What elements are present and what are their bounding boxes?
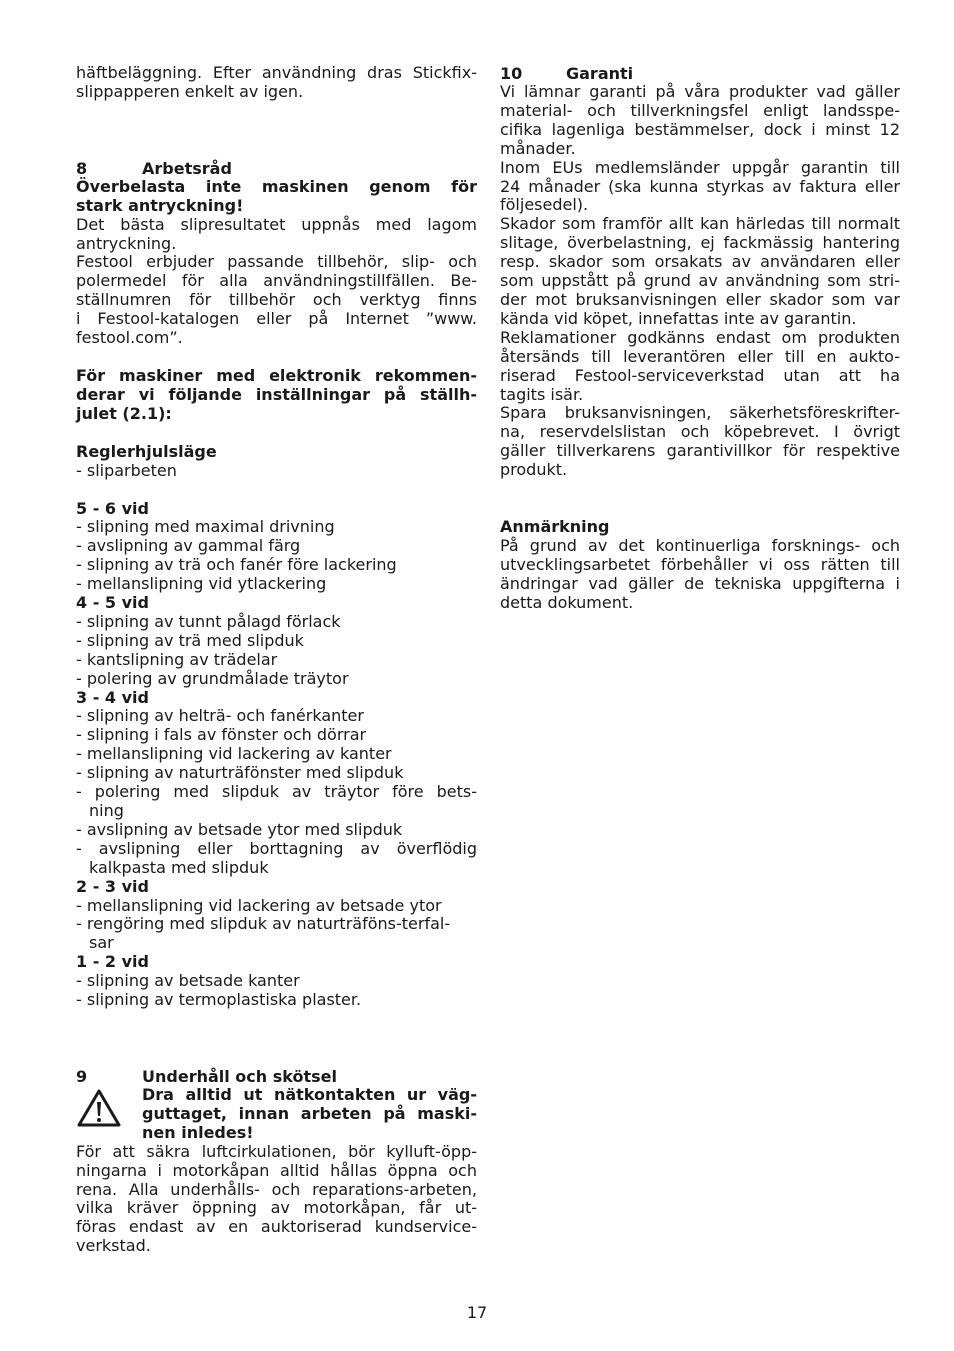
text-line: der mot bruksanvisningen eller skador som var bbox=[500, 289, 900, 309]
right-column bbox=[500, 64, 900, 613]
list-item: - slipning av helträ- och fanérkanter bbox=[76, 706, 364, 726]
warning-text: stark antryckning! bbox=[76, 195, 244, 215]
text-line: 24 månader (ska kunna styrkas av faktura eller bbox=[500, 176, 900, 196]
text-line: na, reservdelslistan och köpebrevet. I övrigt bbox=[500, 422, 900, 442]
section-title: Arbetsråd bbox=[142, 158, 232, 178]
text-line: Skador som framför allt kan härledas till normalt bbox=[500, 214, 900, 234]
text-line: För att säkra luftcirkulationen, bör kylluft-öpp- bbox=[76, 1141, 477, 1161]
list-item: - polering av grundmålade träytor bbox=[76, 668, 349, 688]
list-item: - kantslipning av trädelar bbox=[76, 649, 278, 669]
page-number: 17 bbox=[466, 1303, 488, 1322]
warning-text: Överbelasta inte maskinen genom för bbox=[76, 176, 477, 196]
text-line: följesedel). bbox=[500, 195, 589, 215]
section-number: 9 bbox=[76, 1066, 88, 1086]
text-line: Inom EUs medlemsländer uppgår garantin till bbox=[500, 157, 900, 177]
recommendation-text: För maskiner med elektronik rekommen- bbox=[76, 365, 477, 385]
section-9-heading bbox=[76, 1067, 477, 1086]
text-line: festool.com”. bbox=[76, 328, 183, 348]
text-line: föras endast av en auktoriserad kundservice- bbox=[76, 1217, 477, 1237]
text-line: i Festool-katalogen eller på Internet ”www. bbox=[76, 309, 477, 329]
text-line: tagits isär. bbox=[500, 384, 584, 404]
list-item: - mellanslipning vid lackering av kanter bbox=[76, 744, 392, 764]
list-item: - avslipning eller borttagning av överflödig kalkpasta med slipduk bbox=[76, 838, 477, 877]
setting-group bbox=[76, 689, 477, 878]
text-line: ändringar vad gäller de tekniska uppgifterna i bbox=[500, 573, 900, 593]
list-item: - slipning av termoplastiska plaster. bbox=[76, 990, 362, 1010]
text-line: Festool erbjuder passande tillbehör, slip- och bbox=[76, 252, 477, 272]
list-item: - slipning av betsade kanter bbox=[76, 971, 300, 991]
text-line: cifika lagenliga bestämmelser, dock i minst 12 bbox=[500, 119, 900, 139]
text-line: På grund av det kontinuerliga forsknings- och bbox=[500, 535, 900, 555]
intro-paragraph bbox=[76, 64, 477, 102]
section-number: 8 bbox=[76, 158, 88, 178]
list-item: - avslipning av gammal färg bbox=[76, 536, 301, 556]
list-item: - avslipning av betsade ytor med slipduk bbox=[76, 819, 403, 839]
table-heading: Reglerhjulsläge bbox=[76, 441, 217, 461]
section-title: Underhåll och skötsel bbox=[142, 1066, 337, 1086]
list-item: - rengöring med slipduk av naturträföns-terfal- sar bbox=[76, 914, 451, 953]
setting-group bbox=[76, 878, 477, 954]
text-line: material- och tillverkningsfel enligt landsspe- bbox=[500, 100, 900, 120]
recommendation-text: derar vi följande inställningar på ställh- bbox=[76, 384, 477, 404]
text-line: ställnumren för tillbehör och verktyg finns bbox=[76, 290, 477, 310]
text-line: som uppstått på grund av användning som stri- bbox=[500, 271, 900, 291]
text-line: kända vid köpet, innefattas inte av garantin. bbox=[500, 308, 857, 328]
text-line: resp. skador som orsakats av användaren eller bbox=[500, 252, 900, 272]
setting-label: 4 - 5 vid bbox=[76, 593, 149, 613]
warning-text: guttaget, innan arbeten på maski- bbox=[142, 1103, 477, 1123]
text-line: utvecklingsarbetet förbehåller vi oss rätten till bbox=[500, 554, 900, 574]
text-line: månader. bbox=[500, 138, 576, 158]
setting-label: 3 - 4 vid bbox=[76, 687, 149, 707]
list-item: - slipning med maximal drivning bbox=[76, 517, 335, 537]
list-item: - polering med slipduk av träytor före bets- ning bbox=[76, 782, 477, 820]
table-subheading: - sliparbeten bbox=[76, 460, 177, 480]
setting-group bbox=[76, 500, 477, 595]
left-column bbox=[76, 64, 477, 1256]
warning-text: nen inledes! bbox=[142, 1122, 254, 1142]
warning-text: Dra alltid ut nätkontakten ur väg- bbox=[142, 1084, 477, 1104]
text-line: häftbeläggning. Efter användning dras Stickfix- bbox=[76, 63, 477, 82]
text-line: Vi lämnar garanti på våra produkter vad gäller bbox=[500, 82, 900, 101]
note-heading: Anmärkning bbox=[500, 517, 610, 537]
recommendation-text: julet (2.1): bbox=[76, 403, 172, 423]
list-item: - slipning i fals av fönster och dörrar bbox=[76, 725, 367, 745]
text-line: Det bästa slipresultatet uppnås med lagom bbox=[76, 214, 477, 234]
list-item: - slipning av naturträfönster med slipduk bbox=[76, 763, 404, 783]
section-number: 10 bbox=[500, 64, 523, 83]
list-item: - slipning av trä med slipduk bbox=[76, 630, 304, 650]
list-item: - mellanslipning vid ytlackering bbox=[76, 574, 327, 594]
warning-triangle-icon bbox=[76, 1086, 142, 1132]
text-line: ningarna i motorkåpan alltid hållas öppna och bbox=[76, 1160, 477, 1180]
text-line: polermedel för alla användningstillfällen. Be- bbox=[76, 271, 477, 291]
text-line: verkstad. bbox=[76, 1236, 151, 1256]
text-line: gäller tillverkarens garantivillkor för respektive bbox=[500, 441, 900, 461]
text-line: riserad Festool-serviceverkstad utan att ha bbox=[500, 365, 900, 385]
section-8-heading bbox=[76, 159, 477, 178]
list-item: - slipning av trä och fanér före lackering bbox=[76, 555, 397, 575]
text-line: rena. Alla underhålls- och reparations-arbeten, bbox=[76, 1179, 477, 1199]
warning-block bbox=[76, 1086, 477, 1143]
setting-label: 1 - 2 vid bbox=[76, 952, 149, 972]
text-line: slippapperen enkelt av igen. bbox=[76, 81, 304, 101]
text-line: detta dokument. bbox=[500, 592, 634, 612]
list-item: - mellanslipning vid lackering av betsade ytor bbox=[76, 895, 442, 915]
text-line: produkt. bbox=[500, 460, 568, 480]
section-10-heading bbox=[500, 64, 900, 83]
list-item: - slipning av tunnt pålagd förlack bbox=[76, 611, 341, 631]
text-line: Reklamationer godkänns endast om produkten bbox=[500, 327, 900, 347]
text-line: återsänds till leverantören eller till en aukto- bbox=[500, 346, 900, 366]
setting-label: 2 - 3 vid bbox=[76, 876, 149, 896]
setting-label: 5 - 6 vid bbox=[76, 498, 149, 518]
text-line: slitage, överbelastning, ej fackmässig hantering bbox=[500, 233, 900, 253]
text-line: vilka kräver öppning av motorkåpan, får ut- bbox=[76, 1198, 477, 1218]
setting-group bbox=[76, 953, 477, 1010]
text-line: antryckning. bbox=[76, 233, 177, 253]
section-title: Garanti bbox=[566, 64, 634, 83]
setting-group bbox=[76, 594, 477, 689]
text-line: Spara bruksanvisningen, säkerhetsföreskrifter- bbox=[500, 403, 900, 423]
